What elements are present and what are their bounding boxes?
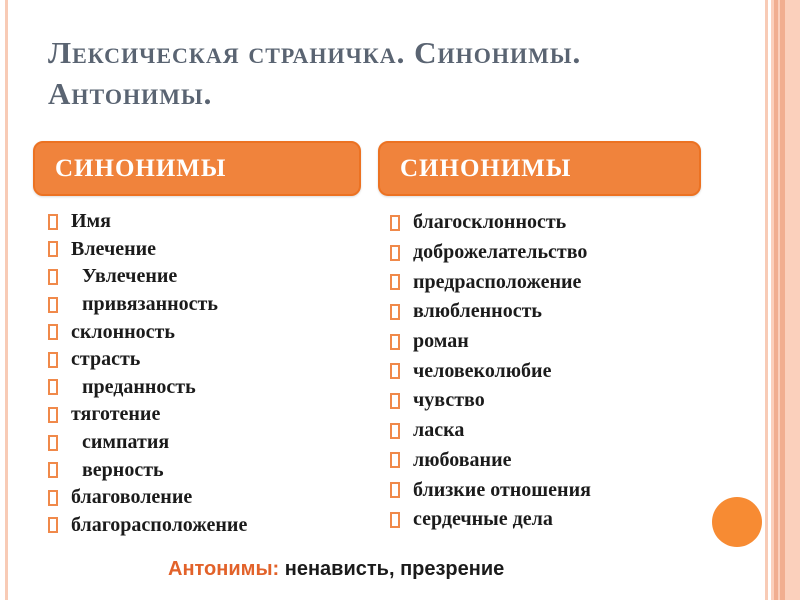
- list-bullet-icon: [390, 274, 400, 290]
- list-bullet-icon: [390, 482, 400, 498]
- list-bullet-icon: [48, 462, 58, 478]
- list-bullet-icon: [48, 435, 58, 451]
- list-item: [390, 416, 710, 446]
- list-bullet-icon: [390, 512, 400, 528]
- list-item: [48, 512, 368, 540]
- list-item: [390, 208, 710, 238]
- list-bullet-icon: [390, 304, 400, 320]
- list-bullet-icon: [48, 241, 58, 257]
- list-item-label: симпатия: [82, 431, 170, 454]
- list-bullet-icon: [390, 334, 400, 350]
- list-bullet-icon: [390, 363, 400, 379]
- synonyms-header-left: [33, 141, 361, 196]
- list-item: [48, 374, 368, 402]
- slide-title-line2: Антонимы.: [48, 76, 213, 111]
- list-bullet-icon: [390, 452, 400, 468]
- list-item-label: тяготение: [71, 403, 161, 426]
- slide-title-line1: Лексическая страничка. Синонимы.: [48, 35, 582, 70]
- list-item: [390, 267, 710, 297]
- list-bullet-icon: [48, 352, 58, 368]
- list-item: [48, 401, 368, 429]
- list-item-label: благоволение: [71, 486, 193, 509]
- antonyms-line: [168, 558, 504, 581]
- list-item: [48, 263, 368, 291]
- list-item: [48, 429, 368, 457]
- synonyms-header-right-label: СИНОНИМЫ: [400, 154, 572, 182]
- list-item: [390, 446, 710, 476]
- list-item-label: преданность: [82, 375, 196, 398]
- list-item-label: человеколюбие: [413, 359, 552, 382]
- list-bullet-icon: [390, 393, 400, 409]
- list-bullet-icon: [48, 379, 58, 395]
- slide-title: [48, 32, 688, 114]
- list-bullet-icon: [48, 324, 58, 340]
- list-item-label: Имя: [71, 210, 111, 233]
- list-item: [390, 238, 710, 268]
- list-bullet-icon: [48, 214, 58, 230]
- list-bullet-icon: [48, 269, 58, 285]
- left-edge-stripe: [5, 0, 8, 600]
- list-item: [390, 505, 710, 535]
- list-item-label: страсть: [71, 348, 141, 371]
- list-bullet-icon: [48, 297, 58, 313]
- list-item: [390, 297, 710, 327]
- list-item: [48, 318, 368, 346]
- synonym-list-left: [48, 208, 368, 539]
- list-item: [390, 356, 710, 386]
- list-bullet-icon: [390, 423, 400, 439]
- list-bullet-icon: [48, 490, 58, 506]
- list-item: [48, 484, 368, 512]
- list-bullet-icon: [390, 215, 400, 231]
- list-item: [48, 236, 368, 264]
- list-item-label: близкие отношения: [413, 478, 591, 501]
- list-item-label: ласка: [413, 419, 465, 442]
- synonyms-header-left-label: СИНОНИМЫ: [55, 154, 227, 182]
- list-item-label: Увлечение: [82, 265, 178, 288]
- list-item-label: верность: [82, 458, 164, 481]
- list-item: [390, 327, 710, 357]
- list-item: [48, 456, 368, 484]
- list-item: [390, 386, 710, 416]
- list-item-label: любование: [413, 448, 512, 471]
- antonyms-text: ненависть, презрение: [279, 558, 505, 580]
- decorative-circle: [712, 497, 762, 547]
- list-item-label: привязанность: [82, 293, 218, 316]
- list-item-label: сердечные дела: [413, 508, 553, 531]
- list-item: [48, 291, 368, 319]
- list-item: [390, 475, 710, 505]
- list-item-label: благорасположение: [71, 513, 248, 536]
- list-item-label: роман: [413, 330, 469, 353]
- antonyms-label: Антонимы:: [168, 558, 280, 580]
- list-item-label: чувство: [413, 389, 485, 412]
- synonyms-header-right: [378, 141, 701, 196]
- list-bullet-icon: [48, 517, 58, 533]
- right-edge-stripe: [785, 0, 800, 600]
- list-item-label: предрасположение: [413, 270, 582, 293]
- list-item-label: склонность: [71, 320, 175, 343]
- list-item-label: Влечение: [71, 237, 157, 260]
- list-item: [48, 208, 368, 236]
- right-edge-stripe: [765, 0, 768, 600]
- list-item-label: влюбленность: [413, 300, 542, 323]
- list-bullet-icon: [48, 407, 58, 423]
- list-item: [48, 346, 368, 374]
- synonym-list-right: [390, 208, 710, 535]
- list-item-label: благосклонность: [413, 211, 567, 234]
- list-item-label: доброжелательство: [413, 241, 588, 264]
- list-bullet-icon: [390, 245, 400, 261]
